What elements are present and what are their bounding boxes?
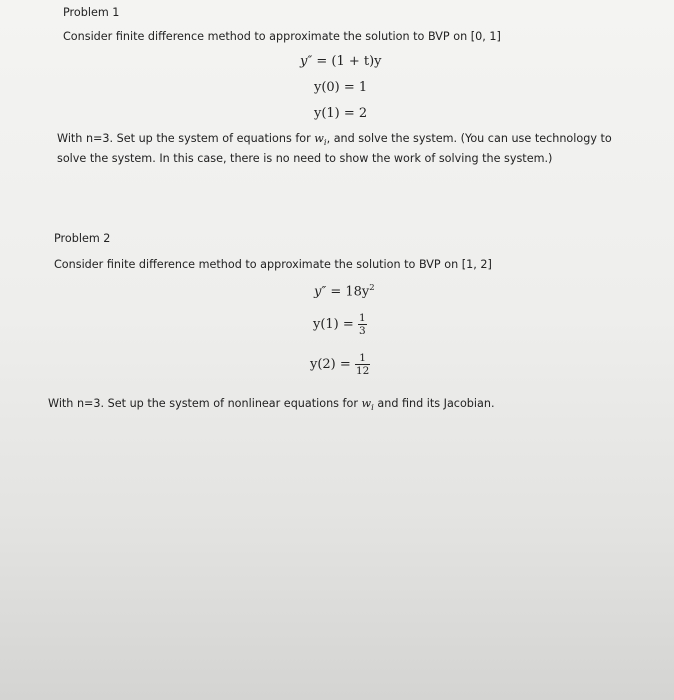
problem-1-title: Problem 1 [63,6,120,19]
problem-2-var-sub: i [371,403,374,414]
problem-1-instruction-end: , and solve the system. (You can use technology to solve the system. In this case, there is no need to show the work of solving the system.) [57,132,612,166]
problem-2-intro [54,257,492,273]
problem-1-ode-lhs: y″ = [300,54,328,69]
problem-2-bc1-numerator: 1 [358,312,366,324]
problem-1-ode-rhs: (1 + t)y [331,54,382,69]
problem-2-bc1-fraction [358,312,367,337]
problem-2-title: Problem 2 [54,232,111,245]
problem-2-instruction-start: With n=3. Set up the system of nonlinear equations for [48,397,358,410]
problem-2-intro-text: Consider finite difference method to approximate the solution to BVP on [54,258,459,271]
problem-2-ode-power: 2 [369,283,375,293]
problem-1-variable [314,132,327,149]
problem-2-instruction-end: and find its Jacobian. [377,397,495,410]
problem-2-interval: [1, 2] [461,258,492,271]
problem-1-bc1: y(0) = 1 [314,80,368,95]
problem-2-instruction [48,396,495,416]
problem-2-ode [314,283,375,299]
problem-1-ode [300,54,382,69]
problem-1-var-w: w [314,132,324,145]
problem-1-intro-text: Consider finite difference method to approximate the solution to BVP on [63,30,468,43]
problem-1-var-sub: i [323,138,327,149]
problem-2-variable [361,397,374,414]
problem-2-bc1-denominator: 3 [358,325,366,337]
problem-1-intro [63,29,501,45]
problem-2-ode-rhs: 18y [345,284,370,300]
problem-2-var-w: w [361,397,372,410]
problem-2-bc1-lhs: y(1) = [313,317,354,332]
problem-2-bc2-numerator: 1 [355,352,370,365]
problem-2-bc2-denominator: 12 [355,365,370,377]
problem-2-bc1 [313,312,367,337]
problem-2-bc2-lhs: y(2) = [310,357,351,372]
problem-1-instruction-start: With n=3. Set up the system of equations for [57,132,311,145]
problem-1-bc2: y(1) = 2 [314,106,368,121]
problem-1-interval: [0, 1] [470,30,501,43]
problem-2-bc2-fraction [355,352,370,377]
problem-2-ode-lhs: y″ = [314,284,342,300]
problem-1-instruction [57,131,637,167]
problem-2-bc2 [310,352,370,377]
